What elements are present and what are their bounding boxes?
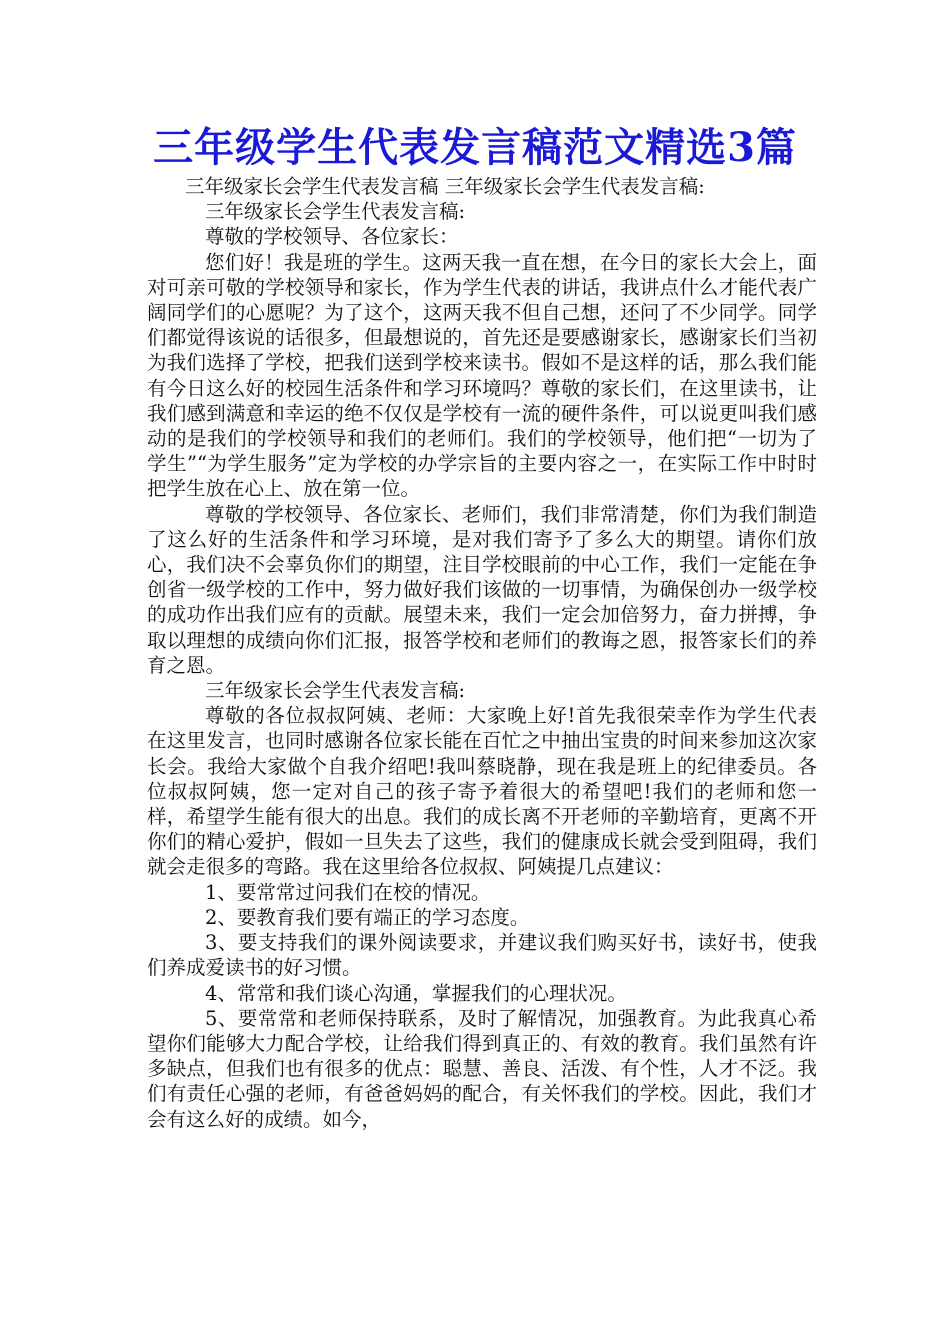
paragraph-body-2: 尊敬的学校领导、各位家长、老师们，我们非常清楚，你们为我们制造了这么好的生活条件和学习环境，是对我们寄予了多么大的期望。请你们放心，我们决不会辜负你们的期望，注目学校眼前的中心工作，我们一定能在争创省一级学校的工作中，努力做好我们该做的一切事情，为确保创办一级学校的成功作出我们应有的贡献。展望未来，我们一定会加倍努力，奋力拼搏，争取以理想的成绩向你们汇报，报答学校和老师们的教诲之恩，报答家长们的养育之恩。 — [147, 502, 817, 677]
list-item-4: 4、常常和我们谈心沟通，掌握我们的心理状况。 — [205, 981, 627, 1005]
paragraph-body-1: 您们好！我是班的学生。这两天我一直在想，在今日的家长大会上，面对可亲可敬的学校领导和家长，作为学生代表的讲话，我讲点什么才能代表广阔同学们的心愿呢？为了这个，这两天我不但自己想，还问了不少同学。同学们都觉得该说的话很多，但最想说的，首先还是要感谢家长，感谢家长们当初为我们选择了学校，把我们送到学校来读书。假如不是这样的话，那么我们能有今日这么好的校园生活条件和学习环境吗？尊敬的家长们，在这里读书，让我们感到满意和幸运的绝不仅仅是学校有一流的硬件条件，可以说更叫我们感动的是我们的学校领导和我们的老师们。我们的学校领导，他们把“一切为了学生”“为学生服务”定为学校的办学宗旨的主要内容之一，在实际工作中时时把学生放在心上、放在第一位。 — [147, 250, 817, 501]
paragraph-salutation-1: 尊敬的学校领导、各位家长： — [205, 225, 459, 249]
list-item-2: 2、要教育我们要有端正的学习态度。 — [205, 905, 530, 929]
document-title: 三年级学生代表发言稿范文精选3篇 — [153, 124, 797, 171]
paragraph-body-3: 尊敬的各位叔叔阿姨、老师：大家晚上好!首先我很荣幸作为学生代表在这里发言，也同时感谢各位家长能在百忙之中抽出宝贵的时间来参加这次家长会。我给大家做个自我介绍吧!我叫蔡晓静，现在我是班上的纪律委员。各位叔叔阿姨，您一定对自己的孩子寄予着很大的希望吧!我们的老师和您一样，希望学生能有很大的出息。我们的成长离不开老师的辛勤培育，更离不开你们的精心爱护，假如一旦失去了这些，我们的健康成长就会受到阻碍，我们就会走很多的弯路。我在这里给各位叔叔、阿姨提几点建议： — [147, 704, 817, 879]
document-body — [147, 174, 817, 1132]
list-item-5: 5、要常常和老师保持联系，及时了解情况，加强教育。为此我真心希望你们能够大力配合学校，让给我们得到真正的、有效的教育。我们虽然有许多缺点，但我们也有很多的优点：聪慧、善良、活泼、有个性，人才不泛。我们有责任心强的老师，有爸爸妈妈的配合，有关怀我们的学校。因此，我们才会有这么好的成绩。如今， — [147, 1006, 817, 1131]
paragraph-intro: 三年级家长会学生代表发言稿 三年级家长会学生代表发言稿: — [185, 175, 705, 198]
list-item-1: 1、要常常过问我们在校的情况。 — [205, 880, 491, 904]
paragraph-heading-1: 三年级家长会学生代表发言稿: — [205, 200, 466, 224]
paragraph-heading-2: 三年级家长会学生代表发言稿: — [205, 679, 466, 703]
list-item-3: 3、要支持我们的课外阅读要求，并建议我们购买好书，读好书，使我们养成爱读书的好习惯。 — [147, 931, 817, 980]
